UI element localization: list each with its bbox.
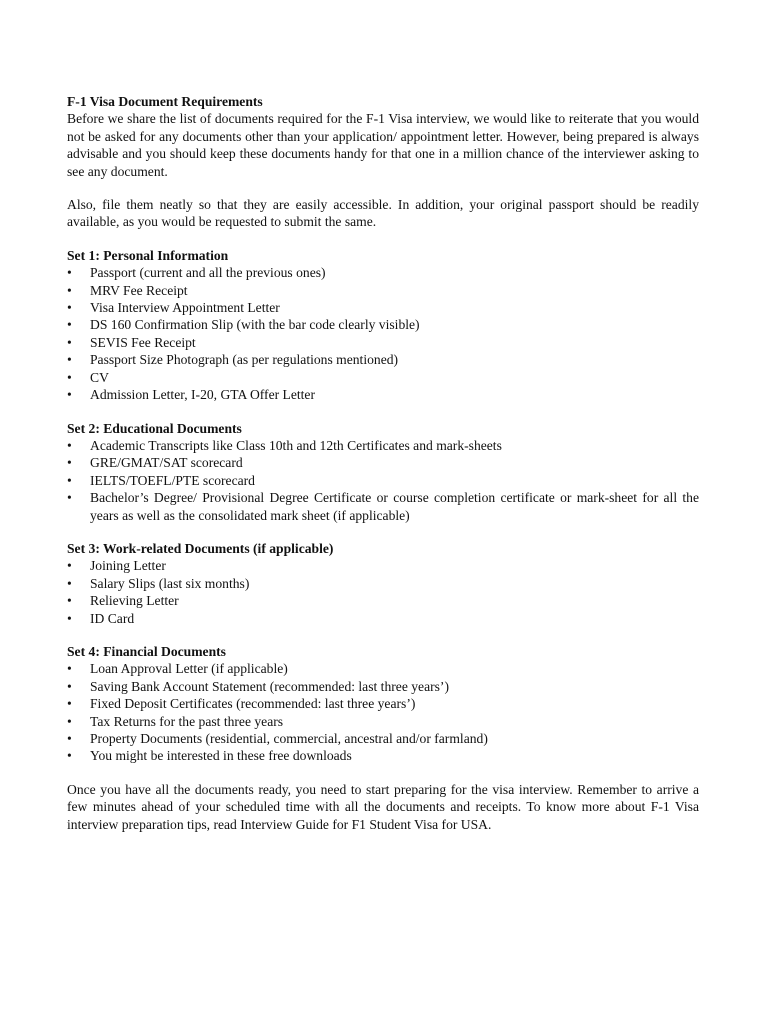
bullet-icon: • xyxy=(67,352,72,368)
list-item xyxy=(67,454,699,471)
section-heading: Set 3: Work-related Documents (if applicable) xyxy=(67,540,334,556)
bullet-list xyxy=(67,660,699,764)
bullet-icon: • xyxy=(67,661,72,677)
list-item-text: GRE/GMAT/SAT scorecard xyxy=(90,455,243,471)
bullet-icon: • xyxy=(67,300,72,316)
list-item xyxy=(67,282,699,299)
document-title: F-1 Visa Document Requirements xyxy=(67,94,263,109)
list-item xyxy=(67,557,699,574)
list-item-text: SEVIS Fee Receipt xyxy=(90,334,196,350)
bullet-icon: • xyxy=(67,282,72,298)
list-item xyxy=(67,437,699,454)
bullet-icon: • xyxy=(67,678,72,694)
bullet-icon: • xyxy=(67,558,72,574)
section-heading: Set 2: Educational Documents xyxy=(67,420,242,436)
bullet-icon: • xyxy=(67,455,72,471)
list-item-text: Joining Letter xyxy=(90,558,166,574)
list-item-text: Admission Letter, I-20, GTA Offer Letter xyxy=(90,387,315,403)
list-item xyxy=(67,334,699,351)
bullet-icon: • xyxy=(67,472,72,488)
bullet-icon: • xyxy=(67,731,72,746)
list-item-text: Loan Approval Letter (if applicable) xyxy=(90,661,288,677)
list-item xyxy=(67,575,699,592)
list-item xyxy=(67,316,699,333)
paragraph-gap xyxy=(67,404,699,420)
bullet-icon: • xyxy=(67,748,72,764)
bullet-list xyxy=(67,264,699,403)
paragraph-gap xyxy=(67,765,699,781)
section-educational-documents xyxy=(67,420,699,524)
section-personal-information xyxy=(67,247,699,404)
list-item-text: Academic Transcripts like Class 10th and 12th Certificates and mark-sheets xyxy=(90,437,502,453)
list-item-text: Property Documents (residential, commercial, ancestral and/or farmland) xyxy=(90,731,488,746)
bullet-list xyxy=(67,437,699,524)
bullet-list xyxy=(67,557,699,627)
list-item xyxy=(67,351,699,368)
list-item-text: Relieving Letter xyxy=(90,593,179,609)
bullet-icon: • xyxy=(67,713,72,729)
list-item-text: Salary Slips (last six months) xyxy=(90,575,250,591)
bullet-icon: • xyxy=(67,593,72,609)
list-item-text: Tax Returns for the past three years xyxy=(90,713,284,729)
list-item-text: Saving Bank Account Statement (recommended: last three years’) xyxy=(90,678,449,694)
paragraph-gap xyxy=(67,524,699,540)
list-item-text: Bachelor’s Degree/ Provisional Degree Certificate or course completion certificate or mark-sheet for all the years as well as the consolidated mark sheet (if applicable) xyxy=(90,490,699,523)
list-item xyxy=(67,386,699,403)
list-item-text: MRV Fee Receipt xyxy=(90,282,188,298)
list-item-text: Passport (current and all the previous ones) xyxy=(90,265,326,281)
section-financial-documents xyxy=(67,643,699,765)
intro-paragraph-2: Also, file them neatly so that they are easily accessible. In addition, your original passport should be readily available, as you would be requested to submit the same. xyxy=(67,197,699,230)
list-item-text: IELTS/TOEFL/PTE scorecard xyxy=(90,472,255,488)
list-item xyxy=(67,264,699,281)
list-item xyxy=(67,369,699,386)
list-item-text: Passport Size Photograph (as per regulations mentioned) xyxy=(90,352,399,368)
bullet-icon: • xyxy=(67,610,72,626)
section-heading: Set 4: Financial Documents xyxy=(67,643,226,659)
list-item xyxy=(67,472,699,489)
list-item xyxy=(67,610,699,627)
list-item xyxy=(67,678,699,695)
paragraph-gap xyxy=(67,180,699,196)
bullet-icon: • xyxy=(67,387,72,403)
list-item xyxy=(67,695,699,712)
paragraph-gap xyxy=(67,231,699,247)
section-work-related-documents xyxy=(67,540,699,627)
bullet-icon: • xyxy=(67,265,72,281)
list-item-text: DS 160 Confirmation Slip (with the bar code clearly visible) xyxy=(90,317,420,333)
list-item-text: Visa Interview Appointment Letter xyxy=(90,300,280,316)
list-item xyxy=(67,489,699,524)
closing-paragraph: Once you have all the documents ready, you need to start preparing for the visa interview. Remember to arrive a few minutes ahead of your scheduled time with all the documents and receipts. To know more about F-1 Visa interview preparation tips, read Interview Guide for F1 Student Visa for USA. xyxy=(67,781,699,832)
list-item xyxy=(67,299,699,316)
list-item-text: Fixed Deposit Certificates (recommended: last three years’) xyxy=(90,696,416,712)
list-item-text: ID Card xyxy=(90,610,135,626)
list-item xyxy=(67,592,699,609)
list-item-text: CV xyxy=(90,369,109,385)
bullet-icon: • xyxy=(67,696,72,712)
intro-paragraph-1: Before we share the list of documents required for the F-1 Visa interview, we would like to reiterate that you would not be asked for any documents other than your application/ appointment letter. However, being prepared is always advisable and you should keep these documents handy for that one in a million chance of the interviewer asking to see any document. xyxy=(67,111,699,179)
document-page xyxy=(67,93,699,833)
section-heading: Set 1: Personal Information xyxy=(67,247,229,263)
list-item xyxy=(67,747,699,764)
bullet-icon: • xyxy=(67,490,72,506)
bullet-icon: • xyxy=(67,334,72,350)
bullet-icon: • xyxy=(67,317,72,333)
list-item-text: You might be interested in these free downloads xyxy=(90,748,352,764)
list-item xyxy=(67,713,699,730)
list-item xyxy=(67,660,699,677)
bullet-icon: • xyxy=(67,437,72,453)
list-item xyxy=(67,730,699,747)
bullet-icon: • xyxy=(67,575,72,591)
paragraph-gap xyxy=(67,627,699,643)
bullet-icon: • xyxy=(67,369,72,385)
